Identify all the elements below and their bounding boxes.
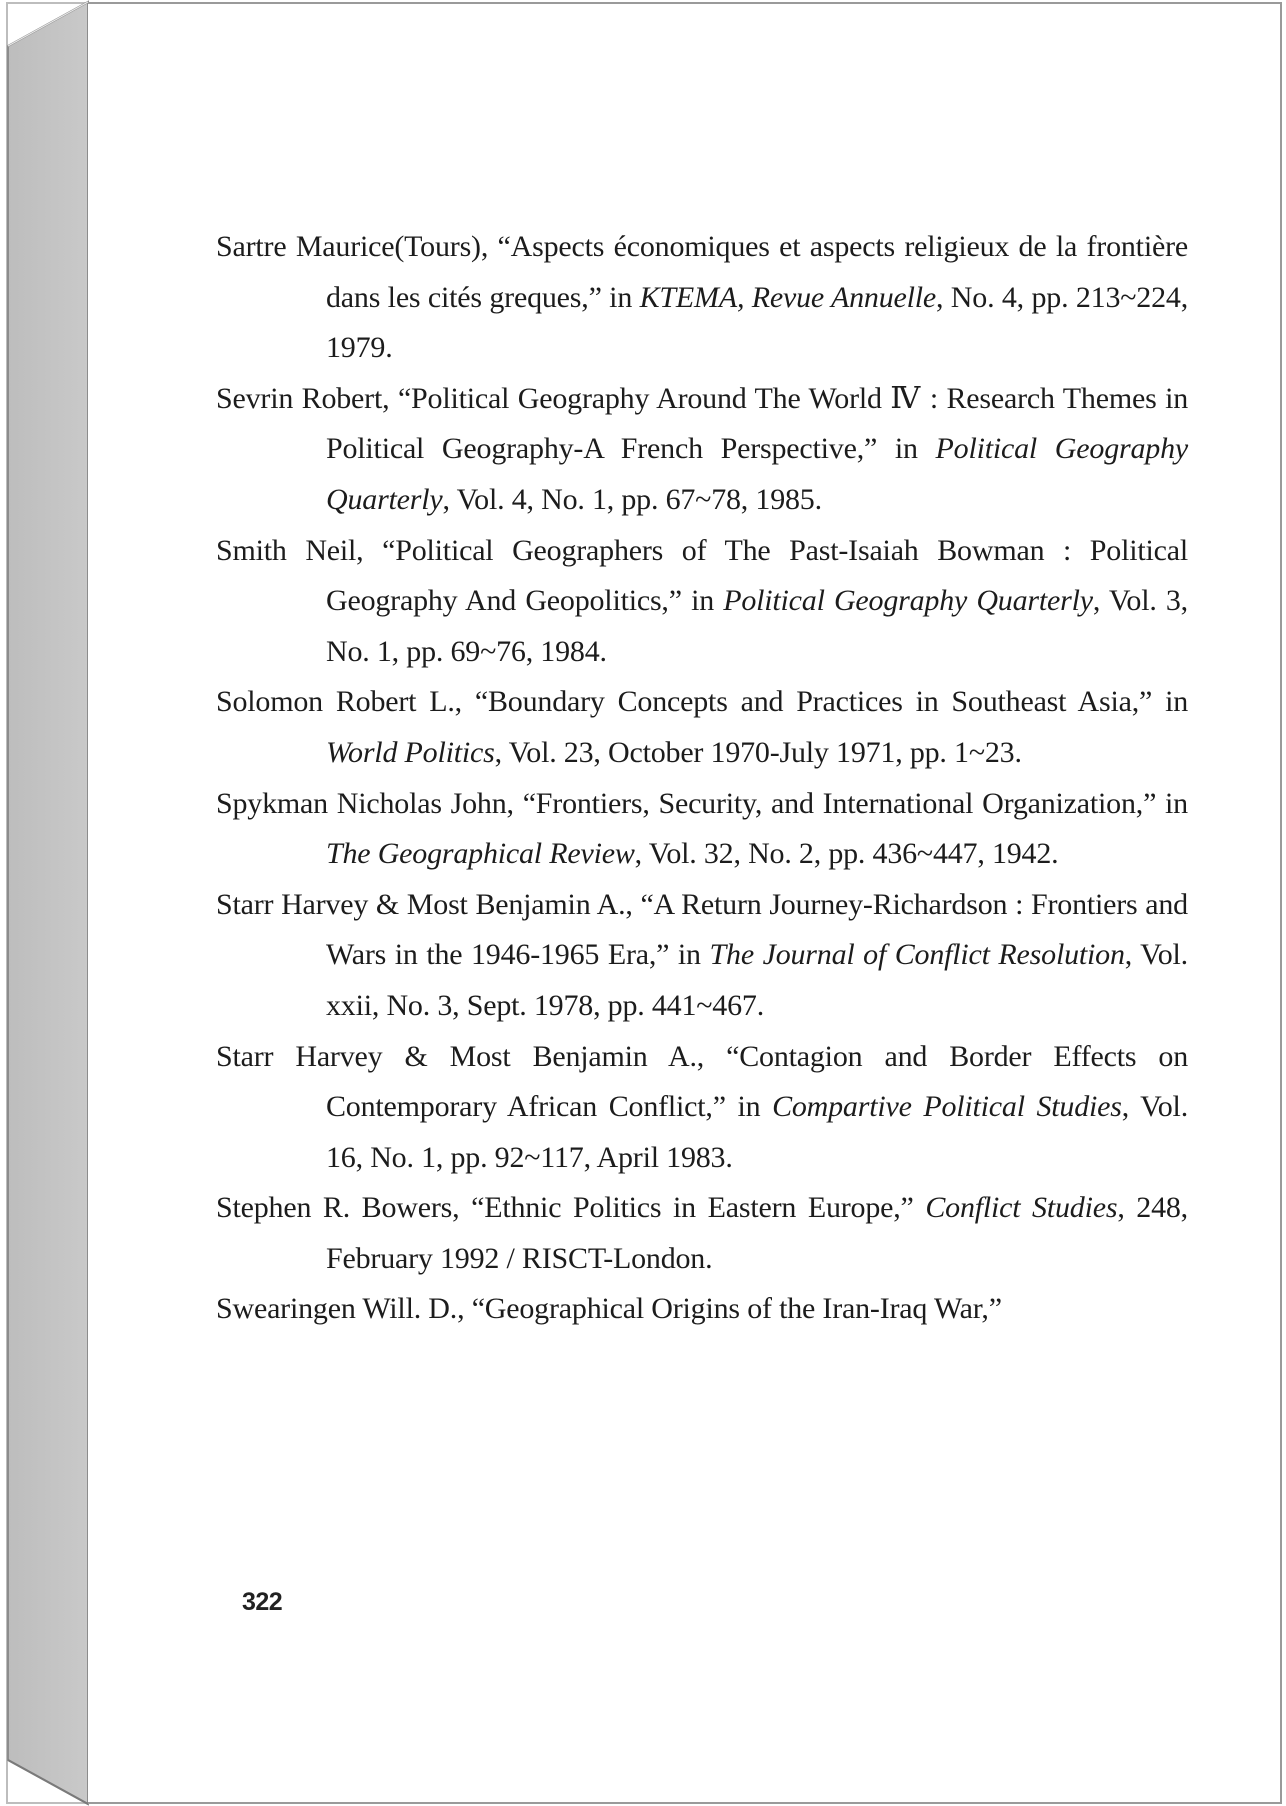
reference-details: , 248, February 1992 / RISCT-London. xyxy=(326,1191,1188,1275)
reference-author: Sevrin Robert, xyxy=(216,381,390,415)
reference-author: Solomon Robert L., xyxy=(216,685,462,719)
reference-journal: World Politics xyxy=(326,735,495,769)
reference-list xyxy=(216,222,1188,1335)
reference-title: “Contagion and Border Effects on Contemporary African Conflict,” in xyxy=(326,1039,1188,1124)
reference-details: , Vol. 23, October 1970-July 1971, pp. 1~23. xyxy=(494,735,1022,769)
reference-author: Stephen R. Bowers, xyxy=(216,1191,460,1225)
reference-details: , No. 4, pp. 213~224, 1979. xyxy=(326,280,1188,365)
reference-title: “Frontiers, Security, and International Organization,” in xyxy=(522,786,1188,820)
reference-author: Smith Neil, xyxy=(216,533,364,567)
reference-title: “Political Geographers of The Past-Isaiah Bowman : Political Geography And Geopolitics,” in xyxy=(326,533,1188,618)
reference-entry xyxy=(216,222,1188,374)
reference-journal: Political Geography Quarterly xyxy=(723,584,1093,618)
reference-entry xyxy=(216,1284,1188,1335)
reference-title: “Aspects économiques et aspects religieux de la frontière dans les cités greques,” in xyxy=(326,230,1188,314)
reference-entry xyxy=(216,526,1188,678)
reference-title: “A Return Journey-Richardson : Frontiers and Wars in the 1946-1965 Era,” in xyxy=(326,887,1188,972)
reference-author: Spykman Nicholas John, xyxy=(216,786,514,820)
reference-title: “Boundary Concepts and Practices in Southeast Asia,” in xyxy=(474,685,1188,719)
reference-entry xyxy=(216,677,1188,778)
reference-author: Swearingen Will. D., xyxy=(216,1292,465,1326)
reference-journal: Compartive Political Studies xyxy=(772,1090,1122,1124)
reference-journal: Conflict Studies xyxy=(925,1191,1118,1225)
reference-details: , Vol. 32, No. 2, pp. 436~447, 1942. xyxy=(634,837,1059,871)
reference-title: “Geographical Origins of the Iran-Iraq War,” xyxy=(471,1292,1002,1326)
reference-author: Starr Harvey & Most Benjamin A., xyxy=(216,1039,705,1073)
reference-details: , Vol. 3, No. 1, pp. 69~76, 1984. xyxy=(326,584,1188,668)
reference-journal: The Geographical Review xyxy=(326,837,635,871)
reference-entry xyxy=(216,779,1188,880)
page-number: 322 xyxy=(242,1588,283,1616)
book-spine xyxy=(0,0,90,1806)
reference-journal: KTEMA, Revue Annuelle xyxy=(639,280,937,314)
book-page xyxy=(88,2,1282,1804)
reference-details: , Vol. 4, No. 1, pp. 67~78, 1985. xyxy=(442,482,822,516)
reference-entry xyxy=(216,374,1188,526)
reference-entry xyxy=(216,1032,1188,1184)
reference-journal: Political Geography Quarterly xyxy=(326,432,1188,516)
reference-author: Sartre Maurice(Tours), xyxy=(216,230,489,263)
reference-author: Starr Harvey & Most Benjamin A., xyxy=(216,887,633,921)
reference-journal: The Journal of Conflict Resolution xyxy=(709,938,1125,972)
reference-title: “Political Geography Around The World Ⅳ : Research Themes in Political Geography-A French Perspective,” in xyxy=(326,381,1188,466)
reference-details: , Vol. 16, No. 1, pp. 92~117, April 1983. xyxy=(326,1090,1188,1174)
reference-details: , Vol. xxii, No. 3, Sept. 1978, pp. 441~467. xyxy=(326,938,1188,1022)
reference-title: “Ethnic Politics in Eastern Europe,” xyxy=(471,1191,914,1225)
reference-entry xyxy=(216,1183,1188,1284)
reference-entry xyxy=(216,880,1188,1032)
